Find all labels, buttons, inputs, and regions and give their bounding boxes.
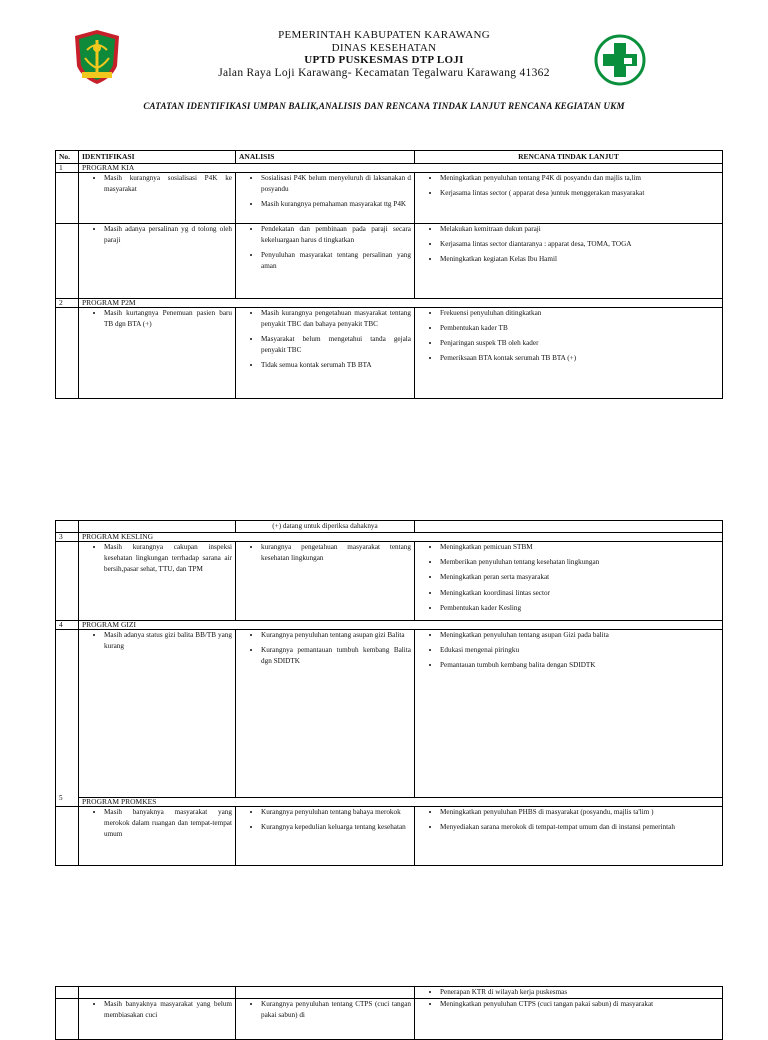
col-identifikasi: IDENTIFIKASI [79,151,236,164]
list-item: • Masih kurangnya pengetahuan masyarakat tentang penyakit TBC dan bahaya penyakit TBC [261,308,411,330]
col-analisis: ANALISIS [236,151,415,164]
list-item: • Meningkatkan peran serta masyarakat [440,572,719,583]
list-item: • Penerapan KTR di wilayah kerja puskesmas [440,987,719,998]
list-item: • Sosialisasi P4K belum menyeluruh di laksanakan d posyandu [261,173,411,195]
ukm-table-page-3 [55,986,723,1040]
program-name: PROGRAM KIA [79,163,723,172]
list-item: • Frekuensi penyuluhan ditingkatkan [440,308,719,319]
document-title: CATATAN IDENTIFIKASI UMPAN BALIK,ANALISIS DAN RENCANA TINDAK LANJUT RENCANA KEGIATAN UKM [143,101,625,111]
program-number: 2 [56,298,79,307]
program-row-gizi [56,621,723,630]
list-item: • Kurangnya pemantauan tumbuh kembang Balita dgn SDIDTK [261,645,411,667]
list-item: • Pembentukan kader Kesling [440,603,719,614]
continued-text: (+) datang untuk diperiksa dahaknya [236,521,415,533]
list-item: • Meningkatkan penyuluhan PHBS di masyarakat (posyandu, majlis ta'lim ) [440,807,719,818]
list-item: • Pemantauan tumbuh kembang balita dengan SDIDTK [440,660,719,671]
list-item: • Meningkatkan penyuluhan tentang P4K di posyandu dan majlis ta,lim [440,173,719,184]
list-item: • Pemeriksaan BTA kontak serumah TB BTA (+) [440,353,719,364]
program-name: PROGRAM PROMKES [79,797,723,806]
ukm-table-page-2 [55,520,723,866]
program-name: PROGRAM GIZI [79,621,723,630]
header-government: PEMERINTAH KABUPATEN KARAWANG [278,29,490,41]
program-row-kia [56,163,723,172]
table-row [56,542,723,621]
col-rtl: RENCANA TINDAK LANJUT [415,151,723,164]
program-number: 5 [56,630,79,807]
list-item: • kurangnya pengetahuan masyarakat tentang kesehatan lingkungan [261,542,411,564]
table-row [56,307,723,398]
list-item: • Memberikan penyuluhan tentang kesehatan lingkungan [440,557,719,568]
header-puskesmas: UPTD PUSKESMAS DTP LOJI [304,54,464,66]
list-item: • Meningkatkan penyuluhan tentang asupan Gizi pada balita [440,630,719,641]
table-header-row [56,151,723,164]
list-item: • Kurangnya penyuluhan tentang CTPS (cuci tangan pakai sabun) di [261,999,411,1021]
ukm-table-page-1 [55,150,723,399]
letterhead [0,0,768,100]
list-item: • Meningkatkan penyuluhan CTPS (cuci tangan pakai sabun) di masyarakat [440,999,719,1010]
list-item: • Kurangnya penyuluhan tentang bahaya merokok [261,807,411,818]
list-item: • Masih kurtangnya Penemuan pasien baru TB dgn BTA (+) [104,308,232,330]
list-item: • Kerjasama lintas sector diantaranya : apparat desa, TOMA, TOGA [440,239,719,250]
list-item: • Penyuluhan masyarakat tentang persalinan yang aman [261,250,411,272]
table-row [56,987,723,999]
list-item: • Melakukan kemitraan dukun paraji [440,224,719,235]
list-item: • Meningkatkan koordinasi lintas sector [440,588,719,599]
list-item: • Edukasi mengenai piringku [440,645,719,656]
table-row [56,521,723,533]
table-row [56,630,723,798]
col-no: No. [56,151,79,164]
list-item: • Masih kurangnya pemahaman masyarakat ttg P4K [261,199,411,210]
list-item: • Menyediakan sarana merokok di tempat-tempat umum dan di instansi pemerintah [440,822,719,833]
header-agency: DINAS KESEHATAN [331,42,437,54]
list-item: • Pendekatan dan pembinaan pada paraji secara kekeluargaan harus d tingkatkan [261,224,411,246]
program-row-p2m [56,298,723,307]
kemenkes-cross-icon [594,34,646,86]
list-item: • Masih adanya persalinan yg d tolong oleh paraji [104,224,232,246]
list-item: • Masih banyaknya masyarakat yang merokok dalam ruangan dan tempat-tempat umum [104,807,232,840]
list-item: • Kurangnya penyuluhan tentang asupan gizi Balita [261,630,411,641]
list-item: • Tidak semua kontak serumah TB BTA [261,360,411,371]
program-row-kesling [56,533,723,542]
table-row [56,223,723,298]
list-item: • Pembentukan kader TB [440,323,719,334]
program-number: 3 [56,533,79,542]
list-item: • Meningkatkan pemicuan STBM [440,542,719,553]
list-item: • Kurangnya kepedulian keluarga tentang kesehatan [261,822,411,833]
table-row [56,172,723,223]
program-number: 1 [56,163,79,172]
program-name: PROGRAM P2M [79,298,723,307]
program-number: 4 [56,621,79,630]
list-item: • Masih banyaknya masyarakat yang belum membiasakan cuci [104,999,232,1021]
table-row [56,999,723,1040]
list-item: • Penjaringan suspek TB oleh kader [440,338,719,349]
list-item: • Masih adanya status gizi balita BB/TB yang kurang [104,630,232,652]
list-item: • Kerjasama lintas sector ( apparat desa )untuk menggerakan masyarakat [440,188,719,199]
list-item: • Masih kurangnya cakupan inspeksi kesehatan lingkungan terrhadap sarana air bersih,pasar sehat, TTU, dan TPM [104,542,232,575]
table-row [56,807,723,866]
list-item: • Masih kurangnya sosialisasi P4K ke masyarakat [104,173,232,195]
list-item: • Masyarakat belum mengetahui tanda gejala penyakit TBC [261,334,411,356]
list-item: • Meningkatkan kegiatan Kelas Ibu Hamil [440,254,719,265]
program-row-promkes [56,797,723,806]
program-name: PROGRAM KESLING [79,533,723,542]
header-address: Jalan Raya Loji Karawang- Kecamatan Tegalwaru Karawang 41362 [218,67,550,79]
